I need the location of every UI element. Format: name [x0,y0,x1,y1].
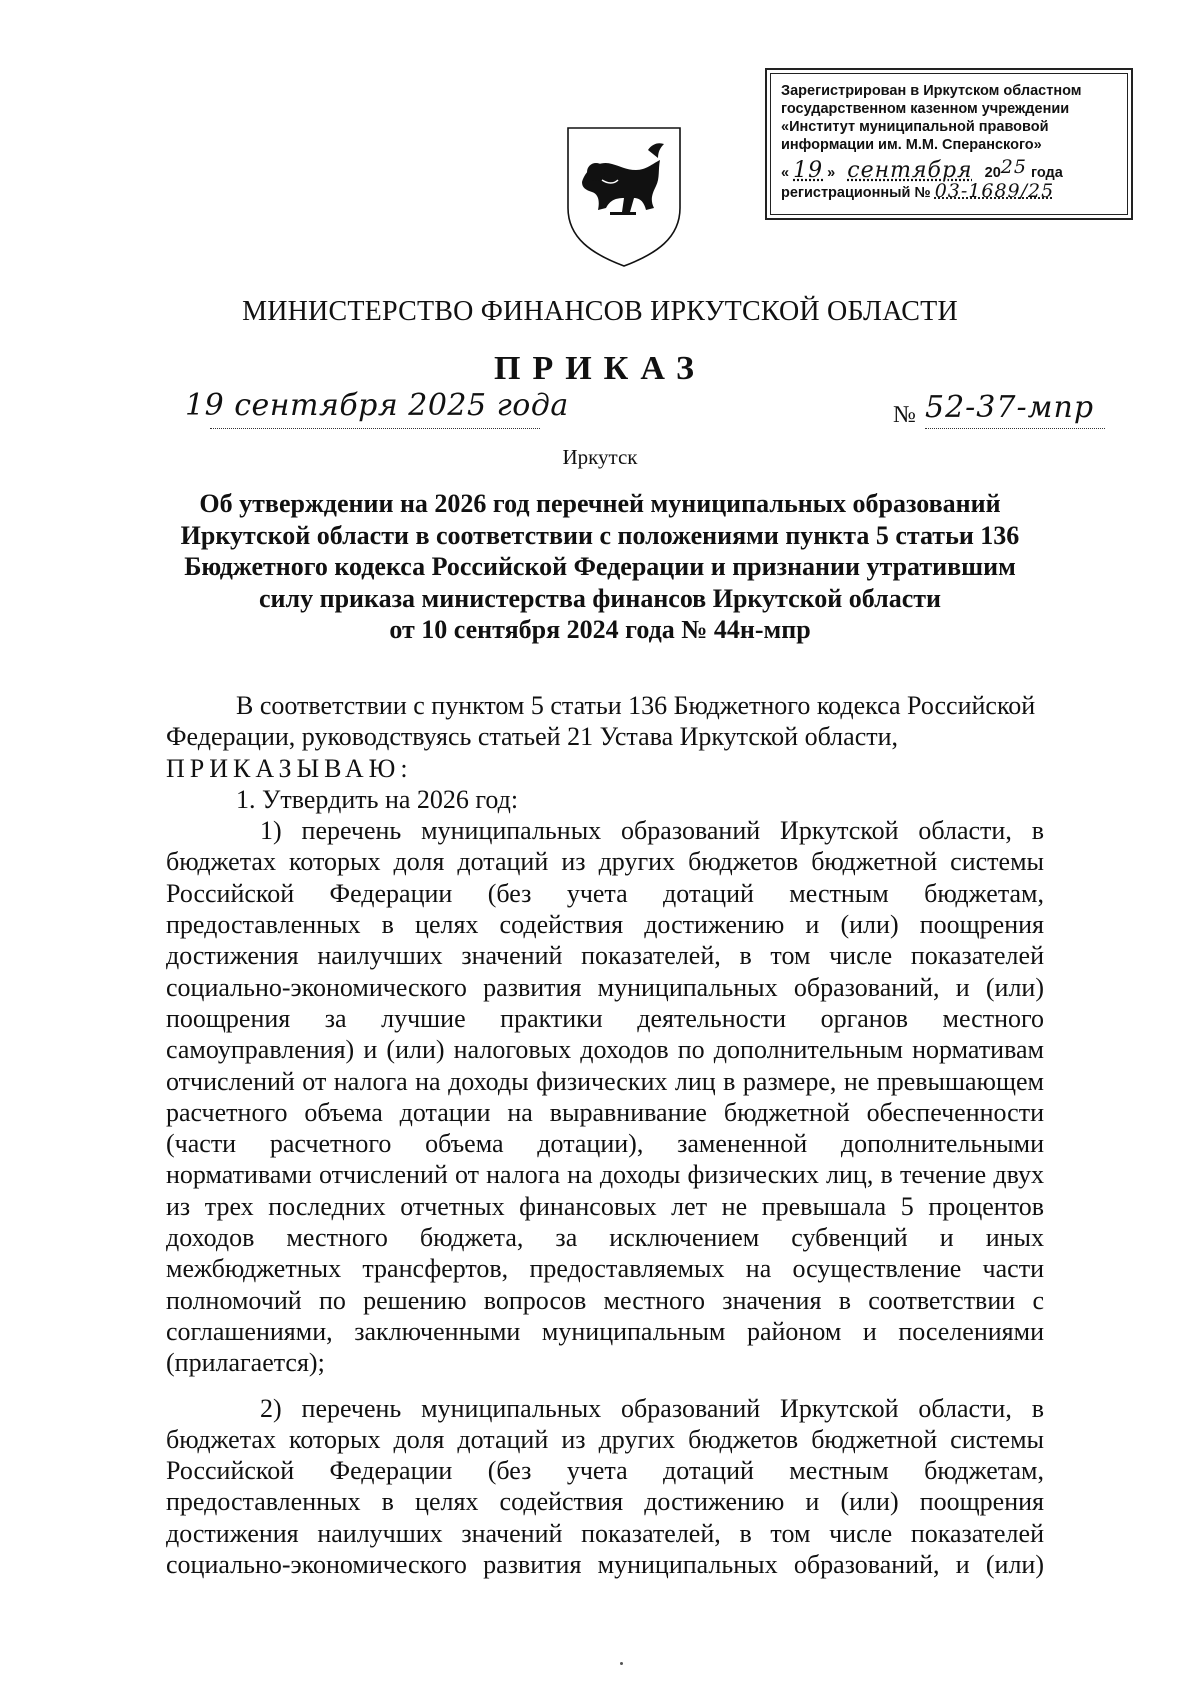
stamp-reg-number: 03-1689/25 [934,180,1055,202]
subitem-1 [166,815,1044,1378]
subitem-line: 2) перечень муниципальных образований Иркутской области, в [260,1393,1044,1423]
subitem-line: расчетного объема дотации на выравнивание бюджетной обеспеченности [166,1097,1044,1127]
stamp-line-3: «Институт муниципальной правовой [781,119,1049,135]
stamp-date-year-prefix: 20 [984,165,1001,181]
subitem-line: нормативами отчислений от налога на доходы физических лиц, в течение двух [166,1160,1044,1190]
stamp-date-close-quote: » [827,165,836,181]
subitem-2 [166,1393,1044,1581]
subitem-line: достижения наилучших значений показателей, в том числе показателей [166,1518,1044,1548]
stamp-line-4: информации им. М.М. Сперанского» [781,137,1042,153]
order-number-label: № [893,402,916,428]
registration-stamp-frame [770,73,1128,215]
scan-speck [620,1662,623,1665]
subitem-line: социально-экономического развития муниципальных образований, и (или) [166,972,1044,1002]
subitem-line: соглашениями, заключенными муниципальным районом и поселениями [166,1316,1044,1346]
heading-line: Об утверждении на 2026 год перечней муниципальных образований [199,489,1001,518]
subitem-line: достижения наилучших значений показателей, в том числе показателей [166,941,1044,971]
subitem-line: поощрения за лучшие практики деятельности органов местного [166,1003,1044,1033]
stamp-date-month: сентября [847,158,973,183]
stamp-line-2: государственном казенном учреждении [781,101,1070,117]
stamp-date-day: 19 [793,158,824,183]
order-city: Иркутск [562,445,638,469]
subitem-line: самоуправления) и (или) налоговых доходов по дополнительным нормативам [166,1035,1044,1065]
subitem-line: предоставленных в целях содействия достижению и (или) поощрения [166,910,1044,940]
heading-line: Бюджетного кодекса Российской Федерации и признании утратившим [184,552,1016,581]
subitem-line: из трех последних отчетных финансовых лет не превышала 5 процентов [166,1191,1044,1221]
subitem-line: доходов местного бюджета, за исключением субвенций и иных [166,1223,1044,1253]
paragraph-gap [166,1379,1044,1393]
subitem-line: социально-экономического развития муниципальных образований, и (или) [166,1550,1044,1580]
subitem-line: 1) перечень муниципальных образований Иркутской области, в [260,816,1044,846]
order-heading [130,488,1070,646]
subitem-line: Российской Федерации (без учета дотаций местным бюджетам, [166,878,1044,908]
subitem-line: (части расчетного объема дотации), замененной дополнительными [166,1129,1044,1159]
stamp-reg-line [781,182,1121,202]
registration-stamp [765,68,1133,220]
irkutsk-coat-of-arms-icon [560,120,688,270]
subitem-line: Российской Федерации (без учета дотаций местным бюджетам, [166,1456,1044,1486]
order-title: ПРИКАЗ [494,350,706,387]
subitem-line: межбюджетных трансфертов, предоставляемых на осуществление части [166,1254,1044,1284]
heading-line: силу приказа министерства финансов Иркутской области [258,583,942,613]
stamp-date-year-suffix: 25 [1000,156,1027,178]
ministry-name: МИНИСТЕРСТВО ФИНАНСОВ ИРКУТСКОЙ ОБЛАСТИ [242,296,958,327]
subitem-line: бюджетах которых доля дотаций из других бюджетов бюджетной системы [166,1424,1044,1454]
stamp-line-1: Зарегистрирован в Иркутском областном [781,83,1082,99]
stamp-date-year-word: года [1030,165,1063,181]
order-date-underline [210,428,540,429]
prikazyvayu-word: ПРИКАЗЫВАЮ: [166,753,413,783]
order-number-underline [925,428,1105,429]
subitem-line: (прилагается); [166,1348,325,1378]
stamp-date-line [781,158,1121,182]
intro-line: В соответствии с пунктом 5 статьи 136 Бюджетного кодекса Российской [236,691,1036,720]
stamp-date-open-quote: « [781,165,790,181]
item-1-heading: 1. Утвердить на 2026 год: [236,784,519,814]
order-body [166,690,1044,1580]
intro-line: Федерации, руководствуясь статьей 21 Устава Иркутской области, [166,722,899,752]
heading-line: Иркутской области в соответствии с положениями пункта 5 статьи 136 [180,520,1020,550]
subitem-line: полномочий по решению вопросов местного значения в соответствии с [166,1285,1044,1315]
heading-line: от 10 сентября 2024 года № 44н-мпр [389,615,811,644]
subitem-line: предоставленных в целях содействия достижению и (или) поощрения [166,1487,1044,1517]
order-number-handwritten: 52-37-мпр [925,390,1095,425]
subitem-line: бюджетах которых доля дотаций из других бюджетов бюджетной системы [166,847,1044,877]
subitem-line: отчислений от налога на доходы физических лиц в размере, не превышающем [166,1066,1044,1096]
order-date-handwritten: 19 сентября 2025 года [185,388,569,423]
stamp-reg-label: регистрационный № [781,185,931,201]
